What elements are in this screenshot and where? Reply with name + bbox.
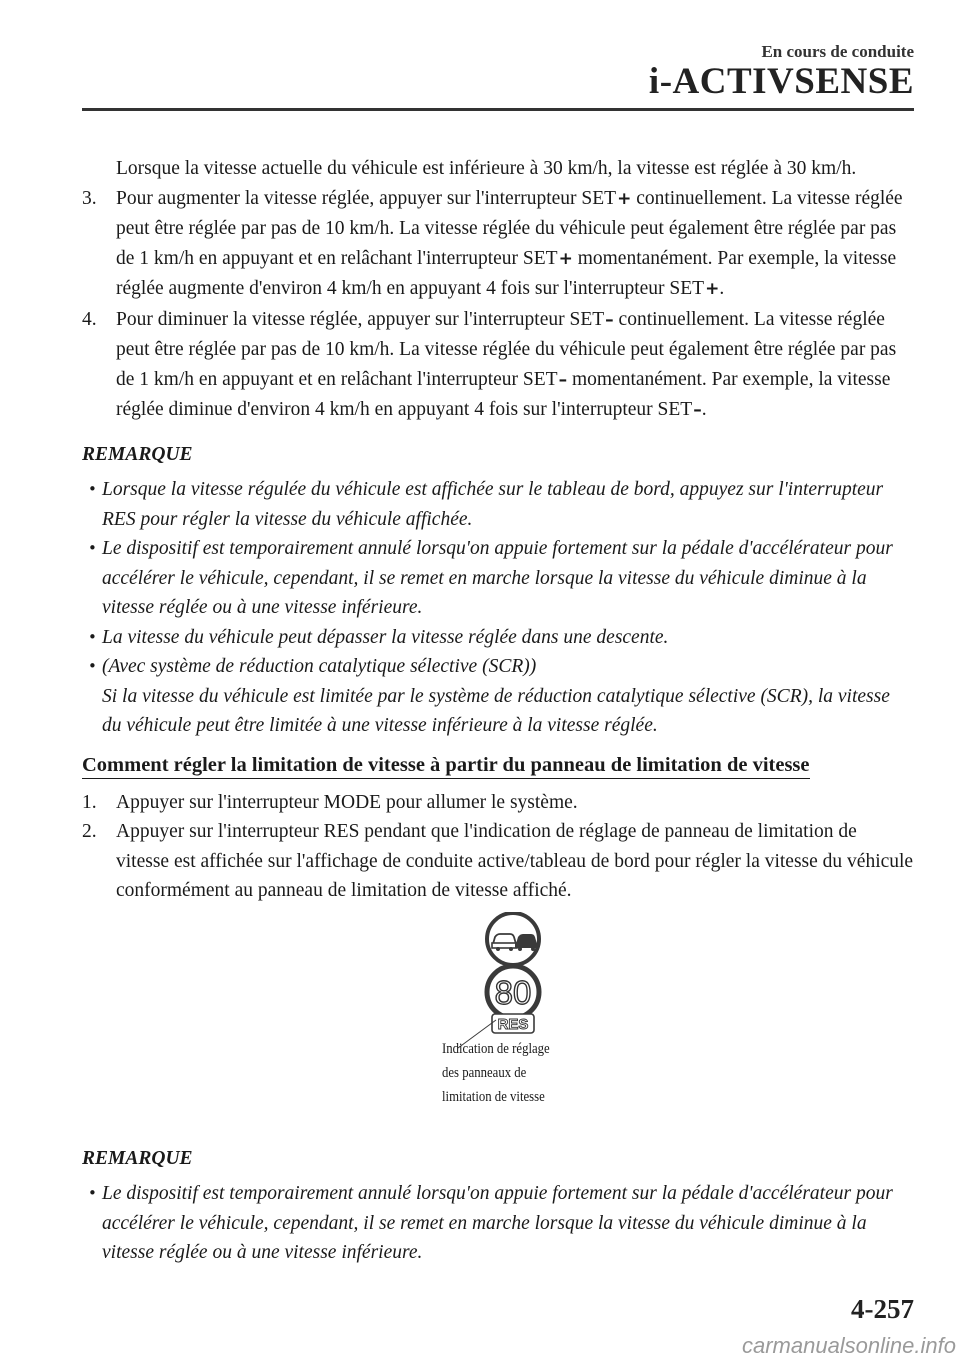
step2-2 <box>82 817 914 906</box>
step-text: Pour augmenter la vitesse réglée, appuyer sur l'interrupteur SET <box>116 187 617 209</box>
speed-sign-illustration <box>432 912 652 1052</box>
bullet-icon: • <box>88 1184 97 1202</box>
bullet-icon: • <box>88 539 97 557</box>
step-text: . <box>701 399 707 420</box>
note-title: REMARQUE <box>82 1147 193 1169</box>
speed-limit-value: 80 <box>494 973 532 1011</box>
page-number: 4-257 <box>851 1294 914 1324</box>
step-number: 4. <box>82 308 97 330</box>
note-title: REMARQUE <box>82 443 193 465</box>
note-text: Si la vitesse du véhicule est limitée par le système de réduction catalytique sélective (SCR), la vitesse du véhicule peut être limitée à une vitesse inférieure à la vitesse réglée. <box>102 685 890 736</box>
set-plus-icon: + <box>558 248 573 269</box>
bullet-icon: • <box>88 480 97 498</box>
note-bullet <box>82 652 914 741</box>
step-text: . <box>719 278 725 299</box>
step-text: momentanément. Par exemple, la vitesse réglée augmente d'environ 4 km/h en appuyant 4 fois sur l'interrupteur SET <box>116 247 897 299</box>
note-text: Lorsque la vitesse régulée du véhicule est affichée sur le tableau de bord, appuyez sur l'interrupteur RES pour régler la vitesse du véhicule affichée. <box>102 479 884 530</box>
set-minus-icon: – <box>605 309 614 330</box>
note-bullet <box>82 475 914 534</box>
intro-continuation: Lorsque la vitesse actuelle du véhicule est inférieure à 30 km/h, la vitesse est réglée à 30 km/h. <box>116 158 857 179</box>
set-minus-icon: – <box>558 369 568 390</box>
step-number: 2. <box>82 821 97 842</box>
note-text: Le dispositif est temporairement annulé lorsqu'on appuie fortement sur la pédale d'accélérateur pour accélérer le véhicule, cependant, il se remet en marche lorsque la vitesse du véhicule diminue à la vitesse réglée ou à une vitesse inférieure. <box>102 538 893 618</box>
note-bullet <box>82 1179 914 1268</box>
set-minus-icon: – <box>693 400 702 420</box>
step2-1 <box>82 788 914 818</box>
caption-line: des panneaux de <box>442 1064 527 1081</box>
bullet-icon: • <box>88 627 97 646</box>
note-text: Le dispositif est temporairement annulé lorsqu'on appuie fortement sur la pédale d'accélérateur pour accélérer le véhicule, cependant, il se remet en marche lorsque la vitesse du véhicule diminue à la vitesse réglée ou à une vitesse inférieure. <box>102 1183 893 1263</box>
res-label: RES <box>497 1015 529 1033</box>
caption-line: limitation de vitesse <box>442 1088 545 1105</box>
page-content <box>82 154 914 1268</box>
step-text: continuellement. La vitesse réglée peut être réglée par pas de 10 km/h. La vitesse réglée du véhicule peut également être réglée par pas de 1 km/h en appuyant et en relâchant l'interrupteur SET <box>116 308 897 390</box>
caption-line: Indication de réglage <box>442 1040 550 1057</box>
set-plus-icon: + <box>705 279 720 299</box>
figure-caption <box>442 1037 550 1109</box>
step-text: Pour diminuer la vitesse réglée, appuyer sur l'interrupteur SET <box>116 308 605 330</box>
footer-watermark: carmanualsonline.info <box>741 1333 956 1358</box>
step-text: Appuyer sur l'interrupteur MODE pour allumer le système. <box>116 791 578 813</box>
res-indicator <box>492 1014 534 1033</box>
set-plus-icon: + <box>617 188 632 209</box>
section-heading: Comment régler la limitation de vitesse à partir du panneau de limitation de vitesse <box>82 752 810 779</box>
note-bullet <box>82 623 914 653</box>
bullet-icon: • <box>88 657 97 675</box>
note-text: La vitesse du véhicule peut dépasser la vitesse réglée dans une descente. <box>102 626 669 648</box>
step-number: 1. <box>82 791 97 813</box>
note-bullet <box>82 534 914 623</box>
header-chapter-title: i-ACTIVSENSE <box>648 61 914 102</box>
header-rule <box>82 108 914 111</box>
speed-sign-figure <box>82 912 914 1130</box>
note-list <box>82 475 914 741</box>
step-text: continuellement. La vitesse réglée peut être réglée par pas de 10 km/h. La vitesse réglée du véhicule peut également être réglée par pas de 1 km/h en appuyant et en relâchant l'interrupteur SET <box>116 187 903 269</box>
step-3 <box>82 184 914 305</box>
step-number: 3. <box>82 187 97 209</box>
header-section-title: En cours de conduite <box>761 42 914 61</box>
no-overtaking-sign-icon <box>487 913 539 965</box>
note-text: (Avec système de réduction catalytique sélective (SCR)) <box>102 656 537 677</box>
step-text: Appuyer sur l'interrupteur RES pendant que l'indication de réglage de panneau de limitation de vitesse est affichée sur l'affichage de conduite active/tableau de bord pour régler la vitesse du véhicule conformément au panneau de limitation de vitesse affiché. <box>116 821 914 901</box>
note-list <box>82 1179 914 1268</box>
step-4 <box>82 305 914 426</box>
speed-limit-sign-icon <box>487 966 539 1018</box>
step-text: momentanément. Par exemple, la vitesse réglée diminue d'environ 4 km/h en appuyant 4 fois sur l'interrupteur SET <box>116 368 891 420</box>
